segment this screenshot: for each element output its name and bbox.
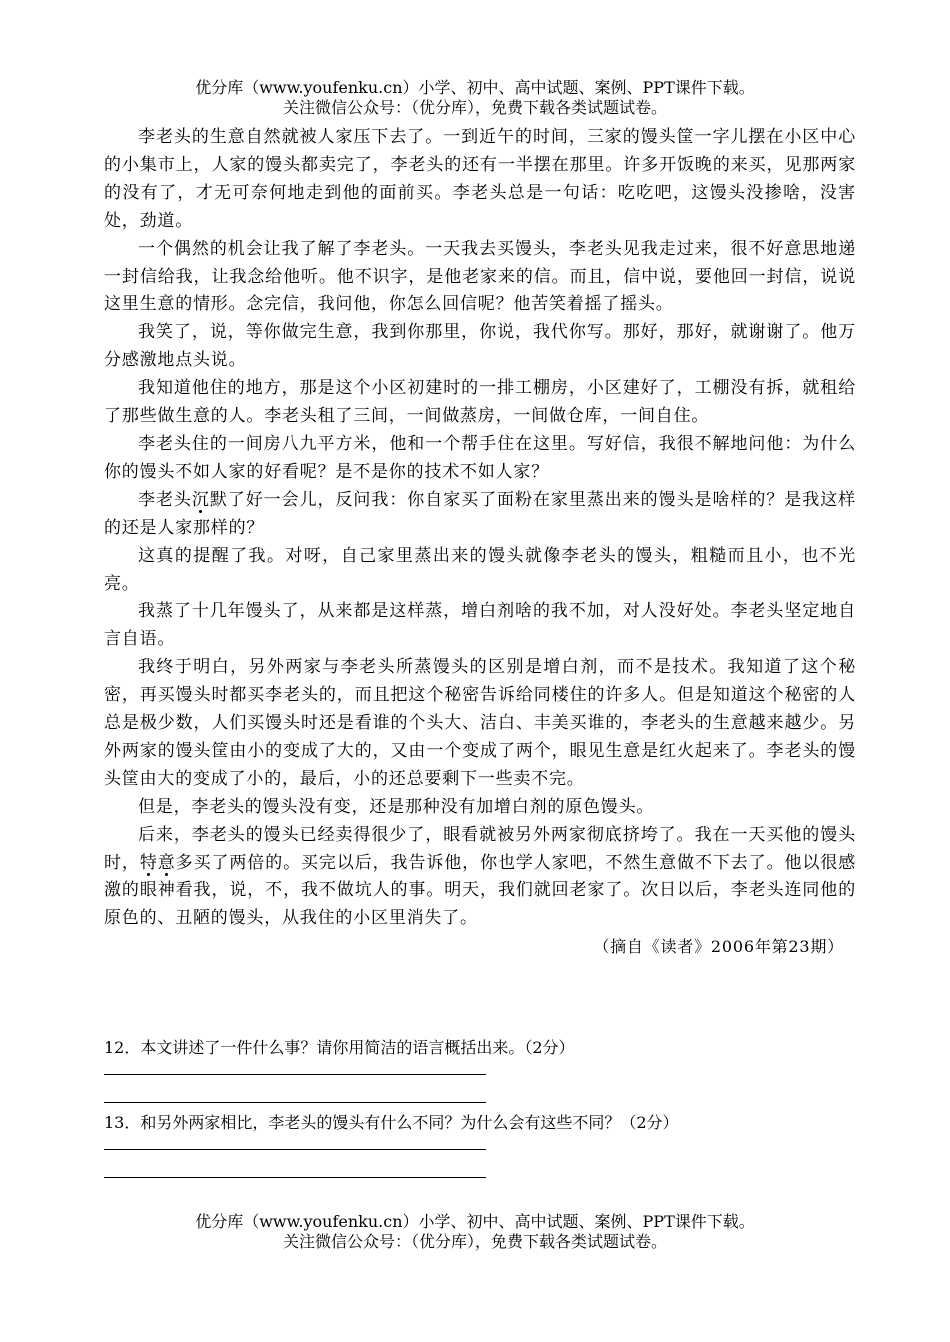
paragraph-11-text-a: 后来，李老头的馒头已经卖得很少了，眼看就被另外两家彻底挤垮了。我在一天买他的馒头时， <box>104 824 856 873</box>
answer-line-13-1[interactable] <box>104 1149 486 1150</box>
header-line-2: 关注微信公众号：（优分库），免费下载各类试题试卷。 <box>282 98 667 117</box>
question-12: 12．本文讲述了一件什么事？请你用简洁的语言概括出来。（2分） <box>104 1038 575 1057</box>
article-source: （摘自《读者》2006年第23期） <box>593 937 844 957</box>
header-banner <box>0 78 950 118</box>
question-13: 13．和另外两家相比，李老头的馒头有什么不同？为什么会有这些不同？（2分） <box>104 1113 679 1132</box>
emphasis-dot-char-2: 意 <box>157 852 176 873</box>
footer-line-1: 优分库（www.youfenku.cn）小学、初中、高中试题、案例、PPT课件下载。 <box>195 1212 755 1231</box>
paragraph-11-text-b: 多买了两倍的。买完以后，我告诉他，你也学人家吧，不然生意做不下去了。他以很感激的眼神看我，说，不，我不做坑人的事。明天，我们就回老家了。次日以后，李老头连同他的原色的、丑陋的馒头，从我住的小区里消失了。 <box>104 852 857 929</box>
answer-line-12-2[interactable] <box>104 1102 486 1103</box>
emphasis-dot-char: 沉 <box>191 489 210 510</box>
paragraph-10: 但是，李老头的馒头没有变，还是那种没有加增白剂的原色馒头。 <box>138 796 655 817</box>
emphasis-dot-char-1: 特 <box>139 852 158 873</box>
answer-line-12-1[interactable] <box>104 1074 486 1075</box>
paragraph-1: 李老头的生意自然就被人家压下去了。一到近午的时间，三家的馒头筐一字儿摆在小区中心的小集市上，人家的馒头都卖完了，李老头的还有一半摆在那里。许多开饭晚的来买，见那两家的没有了，才无可奈何地走到他的面前买。李老头总是一句话：吃吃吧，这馒头没掺啥，没害处，劲道。 <box>104 127 856 231</box>
footer-banner <box>0 1212 950 1252</box>
paragraph-5: 李老头住的一间房八九平方米，他和一个帮手住在这里。写好信，我很不解地问他：为什么你的馒头不如人家的好看呢？是不是你的技术不如人家？ <box>104 433 856 482</box>
paragraph-2: 一个偶然的机会让我了解了李老头。一天我去买馒头，李老头见我走过来，很不好意思地递一封信给我，让我念给他听。他不识字，是他老家来的信。而且，信中说，要他回一封信，说说这里生意的情形。念完信，我问他，你怎么回信呢？他苦笑着摇了摇头。 <box>104 238 856 315</box>
header-line-1: 优分库（www.youfenku.cn）小学、初中、高中试题、案例、PPT课件下载。 <box>195 78 755 97</box>
paragraph-4: 我知道他住的地方，那是这个小区初建时的一排工棚房，小区建好了，工棚没有拆，就租给了那些做生意的人。李老头租了三间，一间做蒸房，一间做仓库，一间自住。 <box>104 378 856 427</box>
paragraph-8: 我蒸了十几年馒头了，从来都是这样蒸，增白剂啥的我不加，对人没好处。李老头坚定地自言自语。 <box>104 601 856 650</box>
paragraph-6 <box>104 487 856 543</box>
paragraph-9: 我终于明白，另外两家与李老头所蒸馒头的区别是增白剂，而不是技术。我知道了这个秘密，再买馒头时都买李老头的，而且把这个秘密告诉给同楼住的许多人。但是知道这个秘密的人总是极少数，人们买馒头时还是看谁的个头大、洁白、丰美买谁的，李老头的生意越来越少。另外两家的馒头筐由小的变成了大的，又由一个变成了两个，眼见生意是红火起来了。李老头的馒头筐由大的变成了小的，最后，小的还总要剩下一些卖不完。 <box>104 657 856 789</box>
questions-section <box>104 1034 856 1178</box>
paragraph-7: 这真的提醒了我。对呀，自己家里蒸出来的馒头就像李老头的馒头，粗糙而且小，也不光亮。 <box>104 545 856 594</box>
paragraph-3: 我笑了，说，等你做完生意，我到你那里，你说，我代你写。那好，那好，就谢谢了。他万分感激地点头说。 <box>104 322 856 371</box>
paragraph-6-text-b: 默了好一会儿，反问我：你自家买了面粉在家里蒸出来的馒头是啥样的？是我这样的还是人家那样的？ <box>104 489 856 538</box>
paragraph-6-text-a: 李老头 <box>138 489 192 510</box>
answer-line-13-2[interactable] <box>104 1177 486 1178</box>
footer-line-2: 关注微信公众号：（优分库），免费下载各类试题试卷。 <box>282 1232 667 1251</box>
paragraph-11 <box>104 822 856 934</box>
article-body <box>104 124 856 961</box>
